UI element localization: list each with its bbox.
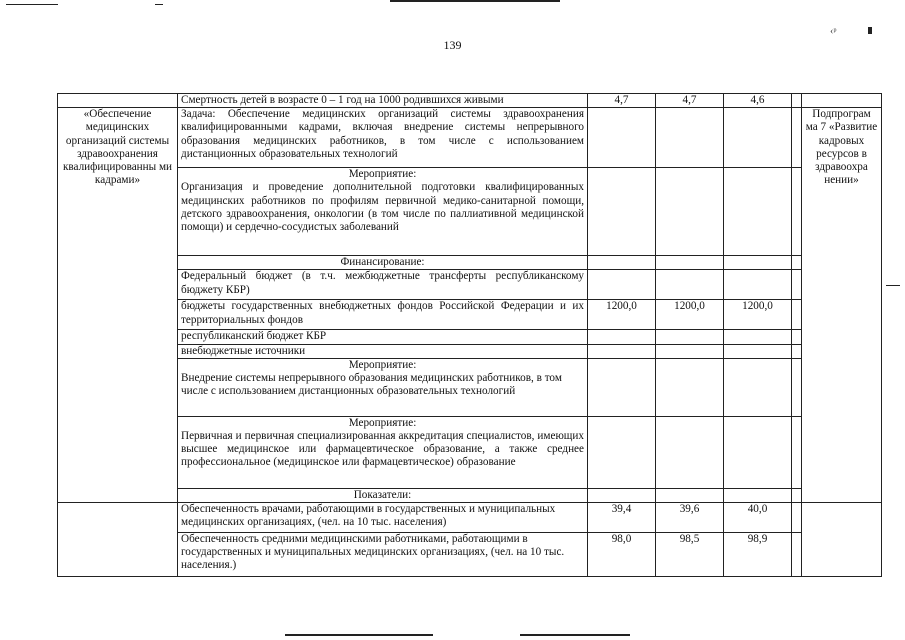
table-row <box>58 416 882 488</box>
page-number: 139 <box>443 38 462 52</box>
empty-cell <box>724 108 792 168</box>
value-cell: 1200,0 <box>724 300 792 330</box>
scan-mark-bottom-right <box>520 634 630 636</box>
indicators-heading: Показатели: <box>178 488 588 502</box>
offbudget-cell: внебюджетные источники <box>178 344 588 358</box>
empty-cell <box>588 330 656 344</box>
table-row <box>58 330 882 344</box>
table-row <box>58 488 882 502</box>
empty-cell <box>792 533 802 577</box>
empty-cell <box>724 416 792 488</box>
empty-cell <box>588 270 656 300</box>
empty-cell <box>792 94 802 108</box>
activity2-text: Внедрение системы непрерывного образования медицинских работников, в том числе с использованием дистанционных образовательных технологий <box>181 372 562 398</box>
value-cell: 40,0 <box>724 503 792 533</box>
empty-cell <box>588 344 656 358</box>
scan-mark-right <box>886 285 900 286</box>
empty-cell <box>792 108 802 168</box>
empty-cell <box>588 488 656 502</box>
value-cell: 98,0 <box>588 533 656 577</box>
empty-cell <box>656 344 724 358</box>
empty-cell <box>724 488 792 502</box>
empty-cell <box>724 256 792 270</box>
financing-heading: Финансирование: <box>178 256 588 270</box>
activity2-heading: Мероприятие: <box>348 358 417 371</box>
value-cell: 4,7 <box>656 94 724 108</box>
empty-cell <box>588 256 656 270</box>
value-cell: 1200,0 <box>588 300 656 330</box>
empty-cell <box>802 94 882 108</box>
empty-cell <box>656 256 724 270</box>
empty-cell <box>792 358 802 416</box>
goal-cell: «Обеспечение медицинских организаций системы здравоохранения квалифицированны ми кадрами» <box>58 108 178 503</box>
table-row <box>58 108 882 168</box>
table-row <box>58 168 882 256</box>
empty-cell <box>792 168 802 256</box>
empty-cell <box>792 330 802 344</box>
scan-mark-top-dash <box>155 4 163 5</box>
activity2-cell <box>178 358 588 416</box>
empty-cell <box>792 300 802 330</box>
value-cell: 98,9 <box>724 533 792 577</box>
republic-budget-cell: республиканский бюджет КБР <box>178 330 588 344</box>
indicator1-label: Обеспеченность врачами, работающими в государственных и муниципальных медицинских организациях, (чел. на 10 тыс. населения) <box>178 503 588 533</box>
empty-cell <box>588 108 656 168</box>
activity1-cell <box>178 168 588 256</box>
empty-cell <box>656 108 724 168</box>
empty-cell <box>792 416 802 488</box>
empty-cell <box>656 358 724 416</box>
empty-cell <box>656 168 724 256</box>
federal-budget-cell: Федеральный бюджет (в т.ч. межбюджетные трансферты республиканскому бюджету КБР) <box>178 270 588 300</box>
table-row <box>58 94 882 108</box>
empty-cell <box>588 416 656 488</box>
value-cell: 39,6 <box>656 503 724 533</box>
empty-cell <box>724 330 792 344</box>
empty-cell <box>792 503 802 533</box>
corner-mark: ‹ᵖ <box>830 26 837 37</box>
table-row <box>58 270 882 300</box>
activity1-heading: Мероприятие: <box>348 168 417 181</box>
value-cell: 1200,0 <box>656 300 724 330</box>
empty-cell <box>588 168 656 256</box>
empty-cell <box>724 358 792 416</box>
table-row <box>58 503 882 533</box>
empty-cell <box>724 270 792 300</box>
empty-cell <box>802 503 882 577</box>
empty-cell <box>656 330 724 344</box>
empty-cell <box>58 94 178 108</box>
activity3-cell <box>178 416 588 488</box>
subprogram-cell: Подпрограм ма 7 «Развитие кадровых ресурсов в здравоохра нении» <box>802 108 882 503</box>
empty-cell <box>792 344 802 358</box>
funds-budget-cell: бюджеты государственных внебюджетных фондов Российской Федерации и их территориальных фондов <box>178 300 588 330</box>
scan-mark-top-left <box>6 4 58 5</box>
empty-cell <box>58 503 178 577</box>
empty-cell <box>792 488 802 502</box>
table-row <box>58 358 882 416</box>
table-row <box>58 256 882 270</box>
empty-cell <box>656 270 724 300</box>
table-row <box>58 344 882 358</box>
empty-cell <box>724 344 792 358</box>
activity1-text: Организация и проведение дополнительной подготовки квалифицированных медицинских работников по профилям первичной медико-санитарной помощи, детского здравоохранения, онкологии (в том числе по паллиативной медицинской помощи) и сердечно-сосудистых заболеваний <box>181 181 584 234</box>
table-row <box>58 300 882 330</box>
mortality-label: Смертность детей в возрасте 0 – 1 год на 1000 родившихся живыми <box>178 94 588 108</box>
empty-cell <box>792 270 802 300</box>
value-cell: 4,6 <box>724 94 792 108</box>
empty-cell <box>724 168 792 256</box>
program-table <box>57 93 882 577</box>
value-cell: 4,7 <box>588 94 656 108</box>
task-cell: Задача: Обеспечение медицинских организаций системы здравоохранения квалифицированными кадрами, включая внедрение системы непрерывного образования медицинских работников, в том числе с использованием дистанционных образовательных технологий <box>178 108 588 168</box>
empty-cell <box>792 256 802 270</box>
activity3-text: Первичная и первичная специализированная аккредитация специалистов, имеющих высшее медицинское или фармацевтическое образование, а также среднее профессиональное (медицинское или фармацевтическое) образование <box>181 430 584 469</box>
table-row <box>58 533 882 577</box>
empty-cell <box>656 488 724 502</box>
indicator2-label: Обеспеченность средними медицинскими работниками, работающими в государственных и муниципальных медицинских организациях, (чел. на 10 тыс. населения.) <box>178 533 588 577</box>
empty-cell <box>656 416 724 488</box>
scan-mark-bottom <box>285 634 433 636</box>
activity3-heading: Мероприятие: <box>348 416 417 429</box>
value-cell: 39,4 <box>588 503 656 533</box>
scan-mark-top-center <box>390 0 560 2</box>
corner-tick <box>868 27 872 34</box>
empty-cell <box>588 358 656 416</box>
value-cell: 98,5 <box>656 533 724 577</box>
